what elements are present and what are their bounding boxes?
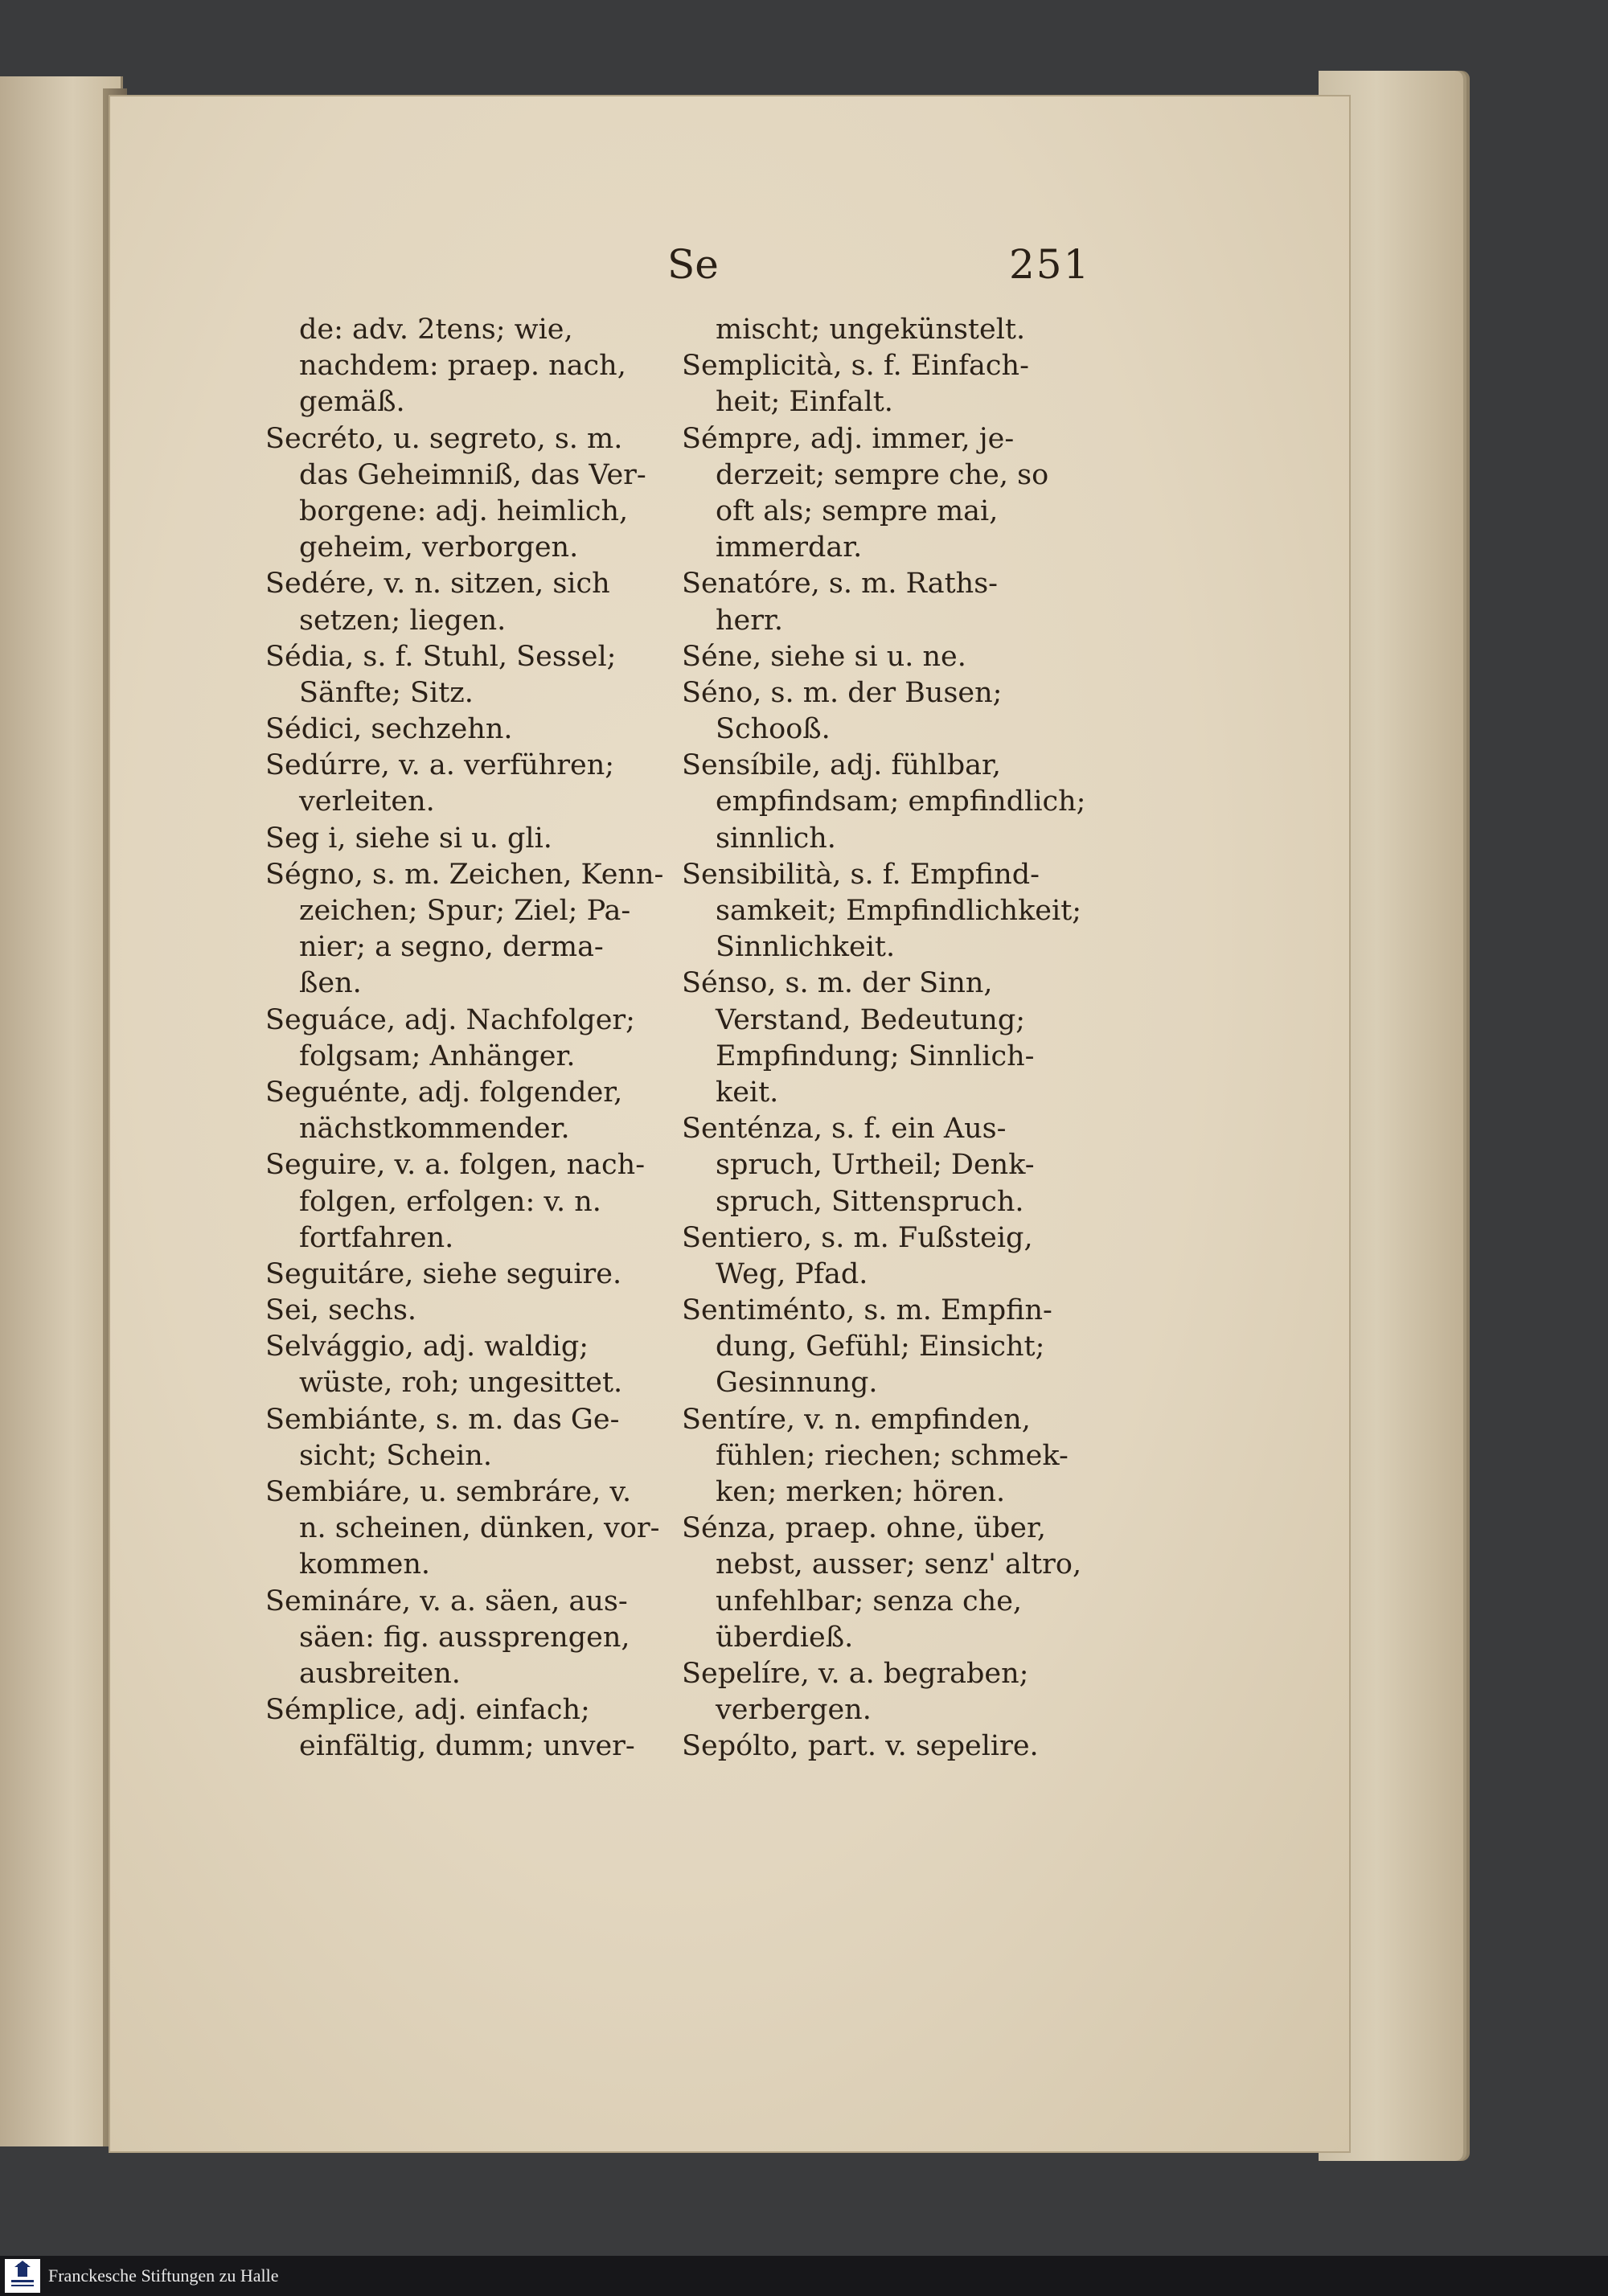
dictionary-line: wüste, roh; ungesittet. [299,1367,623,1400]
dictionary-line: Schooß. [716,713,831,746]
dictionary-line: Sémpre, adj. immer, je- [682,422,1015,455]
dictionary-line: nächstkommender. [299,1113,570,1146]
right-text-column [682,312,1084,1765]
dictionary-line: Sentiménto, s. m. Empfin- [682,1294,1052,1327]
dictionary-line: Empfindung; Sinnlich- [716,1039,1035,1072]
dictionary-line: einfältig, dumm; unver- [299,1730,635,1763]
dictionary-line: herr. [716,604,783,637]
dictionary-line: nier; a segno, derma- [299,931,604,964]
dictionary-line: empfindsam; empfindlich; [716,785,1086,818]
dictionary-line: Sedúrre, v. a. verführen; [265,749,615,782]
dictionary-line: Ségno, s. m. Zeichen, Kenn- [265,858,664,891]
dictionary-line: nachdem: praep. nach, [299,350,626,383]
dictionary-line: Seguitáre, siehe seguire. [265,1257,622,1290]
dictionary-line: immerdar. [716,531,863,564]
dictionary-line: Sinnlichkeit. [716,931,896,964]
dictionary-line: Semplicità, s. f. Einfach- [682,350,1029,383]
dictionary-line: nebst, ausser; senz' altro, [716,1548,1082,1581]
dictionary-line: n. scheinen, dünken, vor- [299,1512,660,1545]
dictionary-line: ken; merken; hören. [716,1476,1006,1508]
dictionary-line: verleiten. [299,785,435,818]
dictionary-line: Sédia, s. f. Stuhl, Sessel; [265,640,617,673]
dictionary-line: Sei, sechs. [265,1294,417,1327]
dictionary-line: Seguáce, adj. Nachfolger; [265,1003,635,1036]
dictionary-line: unfehlbar; senza che, [716,1585,1023,1617]
dictionary-line: verbergen. [716,1694,872,1727]
dictionary-line: Sénza, praep. ohne, über, [682,1512,1046,1545]
dictionary-line: setzen; liegen. [299,604,507,637]
left-text-column [265,312,667,1765]
dictionary-line: Sembiáre, u. sembráre, v. [265,1476,632,1508]
dictionary-line: Sémplice, adj. einfach; [265,1694,590,1727]
dictionary-line: Seg i, siehe si u. gli. [265,822,552,855]
dictionary-line: Senténza, s. f. ein Aus- [682,1113,1007,1146]
dictionary-line: de: adv. 2tens; wie, [299,314,573,346]
dictionary-line: Seguénte, adj. folgender, [265,1076,623,1109]
dictionary-line: folgsam; Anhänger. [299,1039,576,1072]
dictionary-line: Sepelíre, v. a. begraben; [682,1657,1029,1690]
dictionary-line: oft als; sempre mai, [716,494,999,527]
dictionary-line: Sédici, sechzehn. [265,713,513,746]
dictionary-line: Weg, Pfad. [716,1257,868,1290]
dictionary-line: gemäß. [299,386,405,419]
dictionary-line: Sensíbile, adj. fühlbar, [682,749,1002,782]
dictionary-line: Séne, siehe si u. ne. [682,640,966,673]
dictionary-line: dung, Gefühl; Einsicht; [716,1330,1045,1363]
dictionary-line: Séno, s. m. der Busen; [682,676,1003,709]
page-number: 251 [1009,241,1091,288]
dictionary-line: folgen, erfolgen: v. n. [299,1185,601,1218]
dictionary-line: Sentiero, s. m. Fußsteig, [682,1221,1033,1254]
dictionary-line: fortfahren. [299,1221,454,1254]
dictionary-line: Gesinnung. [716,1367,878,1400]
dictionary-line: Sentíre, v. n. empfinden, [682,1403,1031,1436]
dictionary-line: sicht; Schein. [299,1439,492,1472]
dictionary-line: Sensibilità, s. f. Empfind- [682,858,1040,891]
dictionary-line: Senatóre, s. m. Raths- [682,568,998,601]
dictionary-line: Sedére, v. n. sitzen, sich [265,568,610,601]
dictionary-line: kommen. [299,1548,431,1581]
running-head: Se [667,241,719,288]
dictionary-line: zeichen; Spur; Ziel; Pa- [299,895,631,927]
dictionary-line: samkeit; Empfindlichkeit; [716,895,1082,927]
dictionary-line: Sénso, s. m. der Sinn, [682,967,993,1000]
dictionary-line: Sänfte; Sitz. [299,676,474,709]
dictionary-line: geheim, verborgen. [299,531,579,564]
dictionary-line: Sepólto, part. v. sepelire. [682,1730,1039,1763]
footer-institution-name: Franckesche Stiftungen zu Halle [48,2265,279,2286]
dictionary-line: borgene: adj. heimlich, [299,494,629,527]
franckesche-stiftungen-logo-icon [5,2259,40,2293]
dictionary-line: überdieß. [716,1621,854,1654]
dictionary-line: Verstand, Bedeutung; [716,1003,1026,1036]
dictionary-line: keit. [716,1076,779,1109]
dictionary-line: heit; Einfalt. [716,386,893,419]
dictionary-line: mischt; ungekünstelt. [716,314,1026,346]
dictionary-line: ßen. [299,967,362,1000]
dictionary-line: ausbreiten. [299,1657,461,1690]
dictionary-line: fühlen; riechen; schmek- [716,1439,1069,1472]
dictionary-line: Semináre, v. a. säen, aus- [265,1585,628,1617]
dictionary-line: spruch, Urtheil; Denk- [716,1149,1035,1182]
dictionary-line: Secréto, u. segreto, s. m. [265,422,623,455]
dictionary-line: spruch, Sittenspruch. [716,1185,1024,1218]
dictionary-line: Selvággio, adj. waldig; [265,1330,589,1363]
dictionary-line: sinnlich. [716,822,836,855]
dictionary-line: das Geheimniß, das Ver- [299,458,646,491]
dictionary-line: Seguire, v. a. folgen, nach- [265,1149,646,1182]
dictionary-line: derzeit; sempre che, so [716,458,1049,491]
dictionary-line: säen: fig. aussprengen, [299,1621,630,1654]
dictionary-line: Sembiánte, s. m. das Ge- [265,1403,620,1436]
